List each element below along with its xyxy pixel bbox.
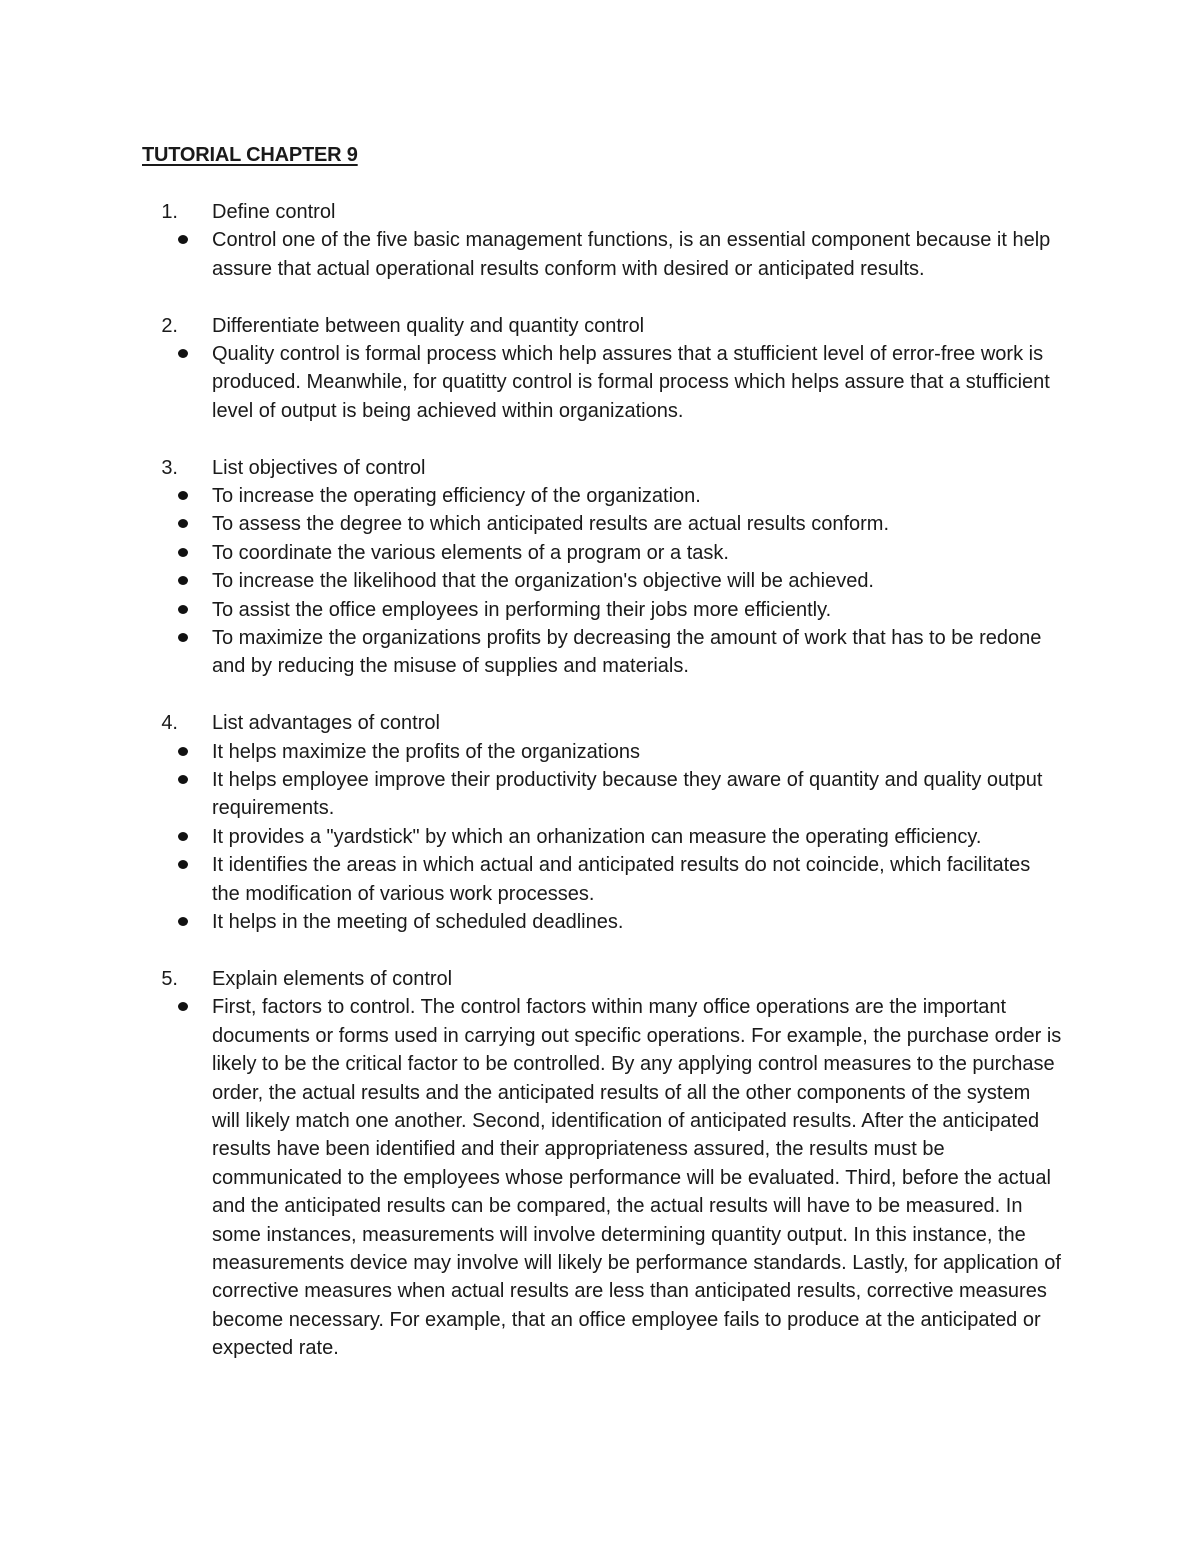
answer-text: It identifies the areas in which actual and anticipated results do not coincide, which facilitates the modification of various work processes. (212, 854, 1031, 905)
answer-text: To assess the degree to which anticipated results are actual results conform. (212, 513, 890, 536)
question-number-text: 1. (161, 201, 178, 223)
answer-bullet-item (142, 766, 1062, 823)
question-row (142, 454, 1062, 482)
bullet-dot-icon (178, 548, 188, 557)
answer-text: It provides a "yardstick" by which an orhanization can measure the operating efficiency. (212, 825, 982, 848)
answer-bullet-item (142, 993, 1062, 1362)
bullet-dot-icon (178, 917, 188, 926)
question-number-text: 4. (161, 712, 178, 735)
question-row (142, 965, 1062, 993)
question-section (142, 454, 1062, 681)
answer-text: Quality control is formal process which help assures that a stufficient level of error-free work is produced. Meanwhile, for quatitty control is formal process which helps assure that a stufficient level of output is being achieved within organizations. (212, 343, 1050, 422)
question-number (142, 454, 212, 482)
bullet-dot-icon (178, 860, 188, 869)
bullet-dot-icon (178, 491, 188, 500)
document-title: TUTORIAL CHAPTER 9 (142, 144, 358, 166)
question-number (142, 198, 212, 226)
bullet-dot-icon (178, 775, 188, 784)
question-section (142, 965, 1062, 1363)
question-number (142, 312, 212, 340)
question-text: Define control (212, 201, 336, 223)
bullet-dot-icon (178, 349, 188, 358)
question-text: Differentiate between quality and quantity control (212, 314, 645, 337)
answer-bullet-item (142, 823, 1062, 851)
answer-text: Control one of the five basic management functions, is an essential component because it help assure that actual operational results conform with desired or anticipated results. (212, 229, 1051, 280)
question-section (142, 198, 1062, 283)
bullet-dot-icon (178, 832, 188, 841)
question-number-text: 3. (161, 456, 178, 479)
question-number (142, 709, 212, 737)
answer-text: To coordinate the various elements of a program or a task. (212, 541, 729, 564)
answer-bullet-item (142, 624, 1062, 681)
question-row (142, 198, 1062, 226)
answer-text: To maximize the organizations profits by decreasing the amount of work that has to be redone and by reducing the misuse of supplies and materials. (212, 627, 1042, 678)
answer-text: To assist the office employees in performing their jobs more efficiently. (212, 598, 832, 621)
question-number-text: 5. (161, 967, 178, 990)
question-row (142, 312, 1062, 340)
question-number-text: 2. (161, 314, 178, 337)
answer-bullet-item (142, 851, 1062, 908)
question-text: List objectives of control (212, 456, 426, 479)
answer-bullet-item (142, 596, 1062, 624)
answer-bullet-item (142, 510, 1062, 538)
question-row (142, 709, 1062, 737)
document-body (142, 198, 1062, 1391)
answer-bullet-item (142, 738, 1062, 766)
answer-bullet-item (142, 908, 1062, 936)
question-section (142, 312, 1062, 426)
bullet-dot-icon (178, 747, 188, 756)
answer-text: First, factors to control. The control factors within many office operations are the important documents or forms used in carrying out specific operations. For example, the purchase order is likely to be the critical factor to be controlled. By any applying control measures to the purchase order, the actual results and the anticipated results of all the other components of the system will likely match one another. Second, identification of anticipated results. After the anticipated results have been identified and their appropriateness assured, the results must be communicated to the employees whose performance will be evaluated. Third, before the actual and the anticipated results can be compared, the actual results will have to be measured. In some instances, measurements will involve determining quantity output. In this instance, the measurements device may involve will likely be performance standards. Lastly, for application of corrective measures when actual results are less than anticipated results, corrective measures become necessary. For example, that an office employee fails to produce at the anticipated or expected rate. (212, 996, 1062, 1360)
answer-text: It helps in the meeting of scheduled deadlines. (212, 911, 624, 934)
bullet-dot-icon (178, 633, 188, 642)
bullet-dot-icon (178, 576, 188, 585)
answer-bullet-item (142, 340, 1062, 425)
bullet-dot-icon (178, 605, 188, 614)
answer-text: It helps employee improve their productivity because they aware of quantity and quality output requirements. (212, 769, 1043, 820)
bullet-dot-icon (178, 235, 188, 244)
answer-text: To increase the operating efficiency of the organization. (212, 485, 701, 508)
answer-bullet-item (142, 226, 1062, 283)
bullet-dot-icon (178, 519, 188, 528)
answer-bullet-item (142, 567, 1062, 595)
question-text: List advantages of control (212, 712, 440, 735)
question-section (142, 709, 1062, 936)
answer-text: It helps maximize the profits of the organizations (212, 740, 640, 763)
answer-bullet-item (142, 482, 1062, 510)
bullet-dot-icon (178, 1002, 188, 1011)
question-number (142, 965, 212, 993)
answer-text: To increase the likelihood that the organization's objective will be achieved. (212, 570, 874, 593)
question-text: Explain elements of control (212, 967, 453, 990)
answer-bullet-item (142, 539, 1062, 567)
